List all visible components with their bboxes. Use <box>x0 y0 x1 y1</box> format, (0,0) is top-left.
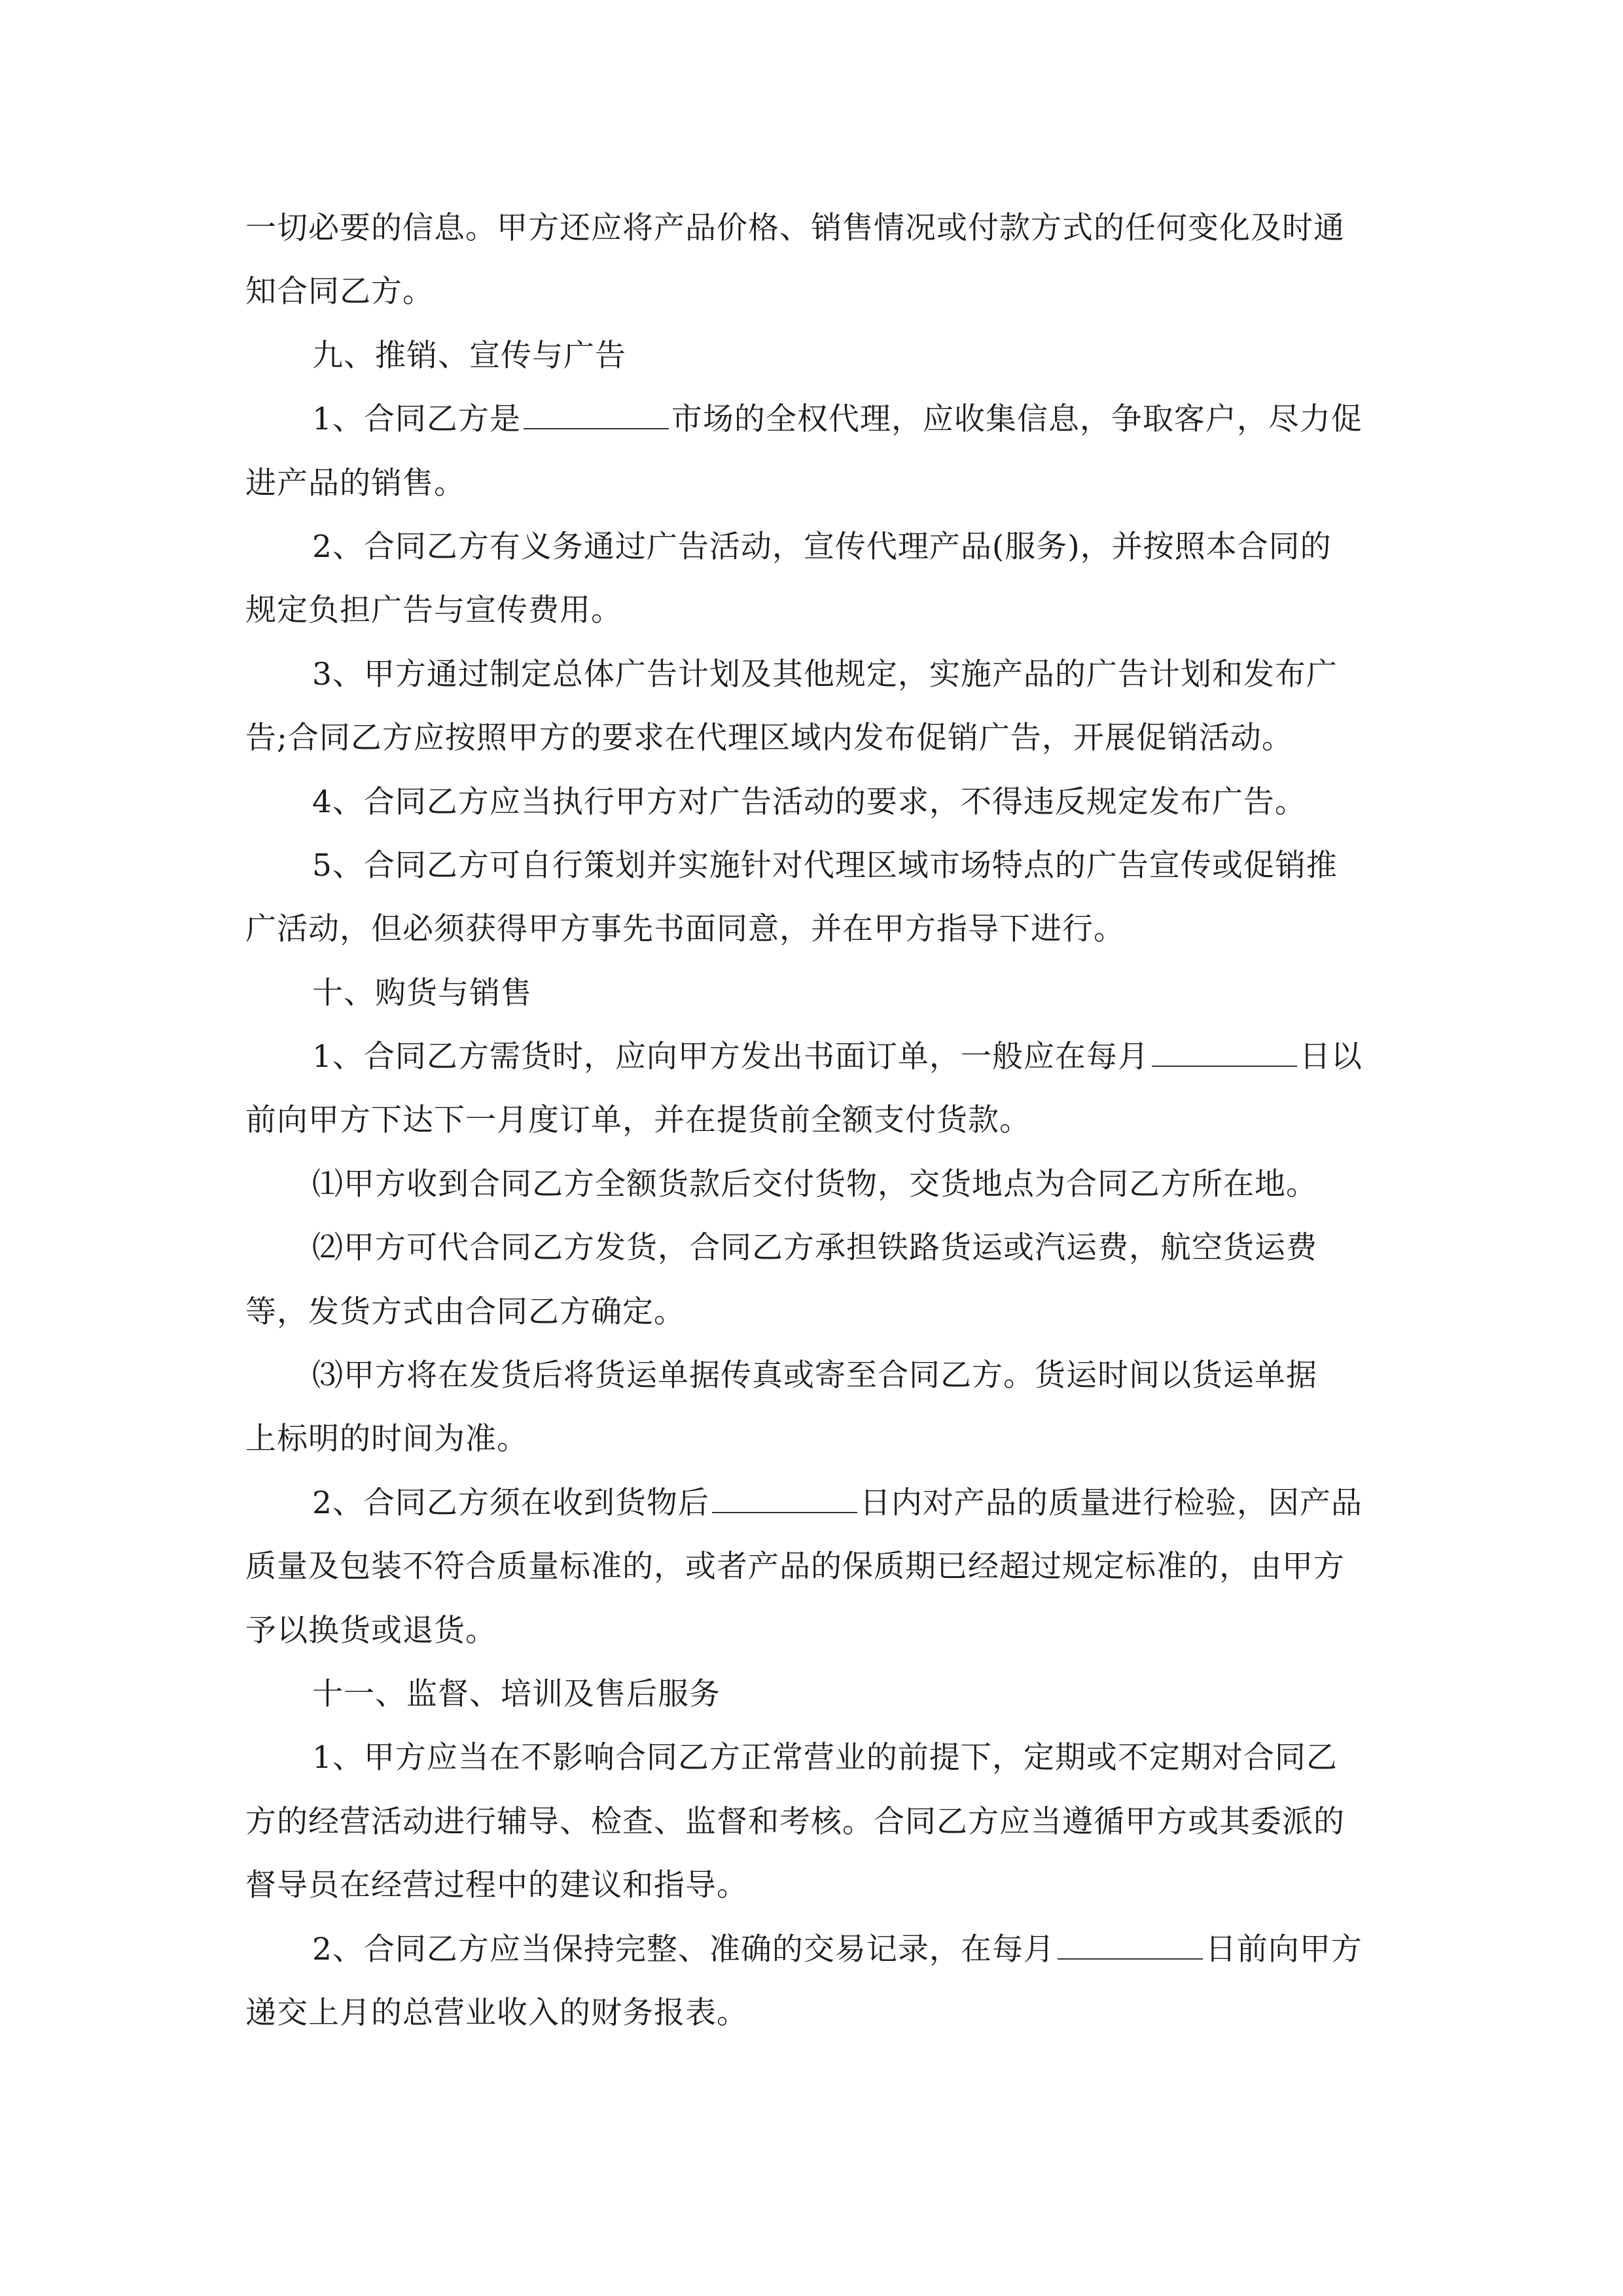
line-text: 进产品的销售。 <box>245 465 465 501</box>
line-text: 上标明的时间为准。 <box>245 1421 528 1458</box>
text-line <box>245 452 1378 515</box>
line-text: 1、甲方应当在不影响合同乙方正常营业的前提下，定期或不定期对合同乙 <box>312 1740 1338 1776</box>
line-text: 告;合同乙方应按照甲方的要求在代理区域内发布促销广告，开展促销活动。 <box>245 720 1293 757</box>
line-text: 递交上月的总营业收入的财务报表。 <box>245 1994 748 2031</box>
line-text-after-blank: 日以 <box>1299 1039 1363 1075</box>
text-line <box>245 1726 1378 1789</box>
line-text: 知合同乙方。 <box>245 274 434 310</box>
text-line <box>245 260 1378 323</box>
text-line <box>245 1535 1378 1598</box>
text-line <box>245 1918 1378 1981</box>
text-line <box>245 196 1378 260</box>
line-text: 3、甲方通过制定总体广告计划及其他规定，实施产品的广告计划和发布广 <box>312 656 1338 692</box>
text-line <box>245 1471 1378 1535</box>
fill-in-blank <box>524 395 669 429</box>
line-text: 规定负担广告与宣传费用。 <box>245 592 622 629</box>
line-text: 2、合同乙方有义务通过广告活动，宣传代理产品(服务)，并按照本合同的 <box>312 528 1332 565</box>
line-text-before-blank: 1、合同乙方是 <box>312 401 521 438</box>
line-text: 十、购货与销售 <box>312 975 532 1011</box>
line-text: 九、推销、宣传与广告 <box>312 337 626 374</box>
text-line <box>245 1599 1378 1662</box>
text-line <box>245 1025 1378 1088</box>
text-line <box>245 897 1378 961</box>
text-line <box>245 643 1378 706</box>
text-line <box>245 1088 1378 1152</box>
line-text: ⑵甲方可代合同乙方发货，合同乙方承担铁路货运或汽运费，航空货运费 <box>312 1230 1317 1266</box>
text-line <box>245 1407 1378 1471</box>
line-text: ⑴甲方收到合同乙方全额货款后交付货物，交货地点为合同乙方所在地。 <box>312 1166 1317 1202</box>
line-text: 等，发货方式由合同乙方确定。 <box>245 1293 685 1330</box>
text-line <box>245 324 1378 387</box>
text-line <box>245 1790 1378 1854</box>
line-text-before-blank: 2、合同乙方须在收到货物后 <box>312 1484 709 1521</box>
line-text: 方的经营活动进行辅导、检查、监督和考核。合同乙方应当遵循甲方或其委派的 <box>245 1803 1345 1840</box>
fill-in-blank <box>1058 1926 1203 1960</box>
text-line <box>245 579 1378 642</box>
document-body <box>245 196 1378 2045</box>
line-text: 督导员在经营过程中的建议和指导。 <box>245 1867 748 1904</box>
line-text-before-blank: 1、合同乙方需货时，应向甲方发出书面订单，一般应在每月 <box>312 1039 1149 1075</box>
line-text: 一切必要的信息。甲方还应将产品价格、销售情况或付款方式的任何变化及时通 <box>245 210 1345 246</box>
text-line <box>245 1216 1378 1280</box>
text-line <box>245 515 1378 579</box>
text-line <box>245 387 1378 451</box>
text-line <box>245 961 1378 1025</box>
text-line <box>245 834 1378 897</box>
text-line <box>245 1981 1378 2045</box>
fill-in-blank <box>712 1479 857 1513</box>
line-text: 十一、监督、培训及售后服务 <box>312 1676 721 1712</box>
text-line <box>245 1344 1378 1407</box>
line-text: 广活动，但必须获得甲方事先书面同意，并在甲方指导下进行。 <box>245 911 1125 948</box>
fill-in-blank <box>1152 1033 1297 1067</box>
line-text: 质量及包装不符合质量标准的，或者产品的保质期已经超过规定标准的，由甲方 <box>245 1549 1345 1585</box>
line-text-before-blank: 2、合同乙方应当保持完整、准确的交易记录，在每月 <box>312 1931 1055 1967</box>
line-text-after-blank: 日内对产品的质量进行检验，因产品 <box>859 1484 1363 1521</box>
text-line <box>245 770 1378 834</box>
line-text: 5、合同乙方可自行策划并实施针对代理区域市场特点的广告宣传或促销推 <box>312 847 1338 884</box>
text-line <box>245 1153 1378 1216</box>
text-line <box>245 706 1378 770</box>
line-text-after-blank: 日前向甲方 <box>1205 1931 1363 1967</box>
text-line <box>245 1662 1378 1726</box>
text-line <box>245 1280 1378 1344</box>
line-text-after-blank: 市场的全权代理，应收集信息，争取客户，尽力促 <box>671 401 1363 438</box>
line-text: 前向甲方下达下一月度订单，并在提货前全额支付货款。 <box>245 1102 1031 1139</box>
line-text: 予以换货或退货。 <box>245 1612 497 1649</box>
text-line <box>245 1854 1378 1917</box>
line-text: 4、合同乙方应当执行甲方对广告活动的要求，不得违反规定发布广告。 <box>312 783 1306 820</box>
line-text: ⑶甲方将在发货后将货运单据传真或寄至合同乙方。货运时间以货运单据 <box>312 1357 1317 1394</box>
